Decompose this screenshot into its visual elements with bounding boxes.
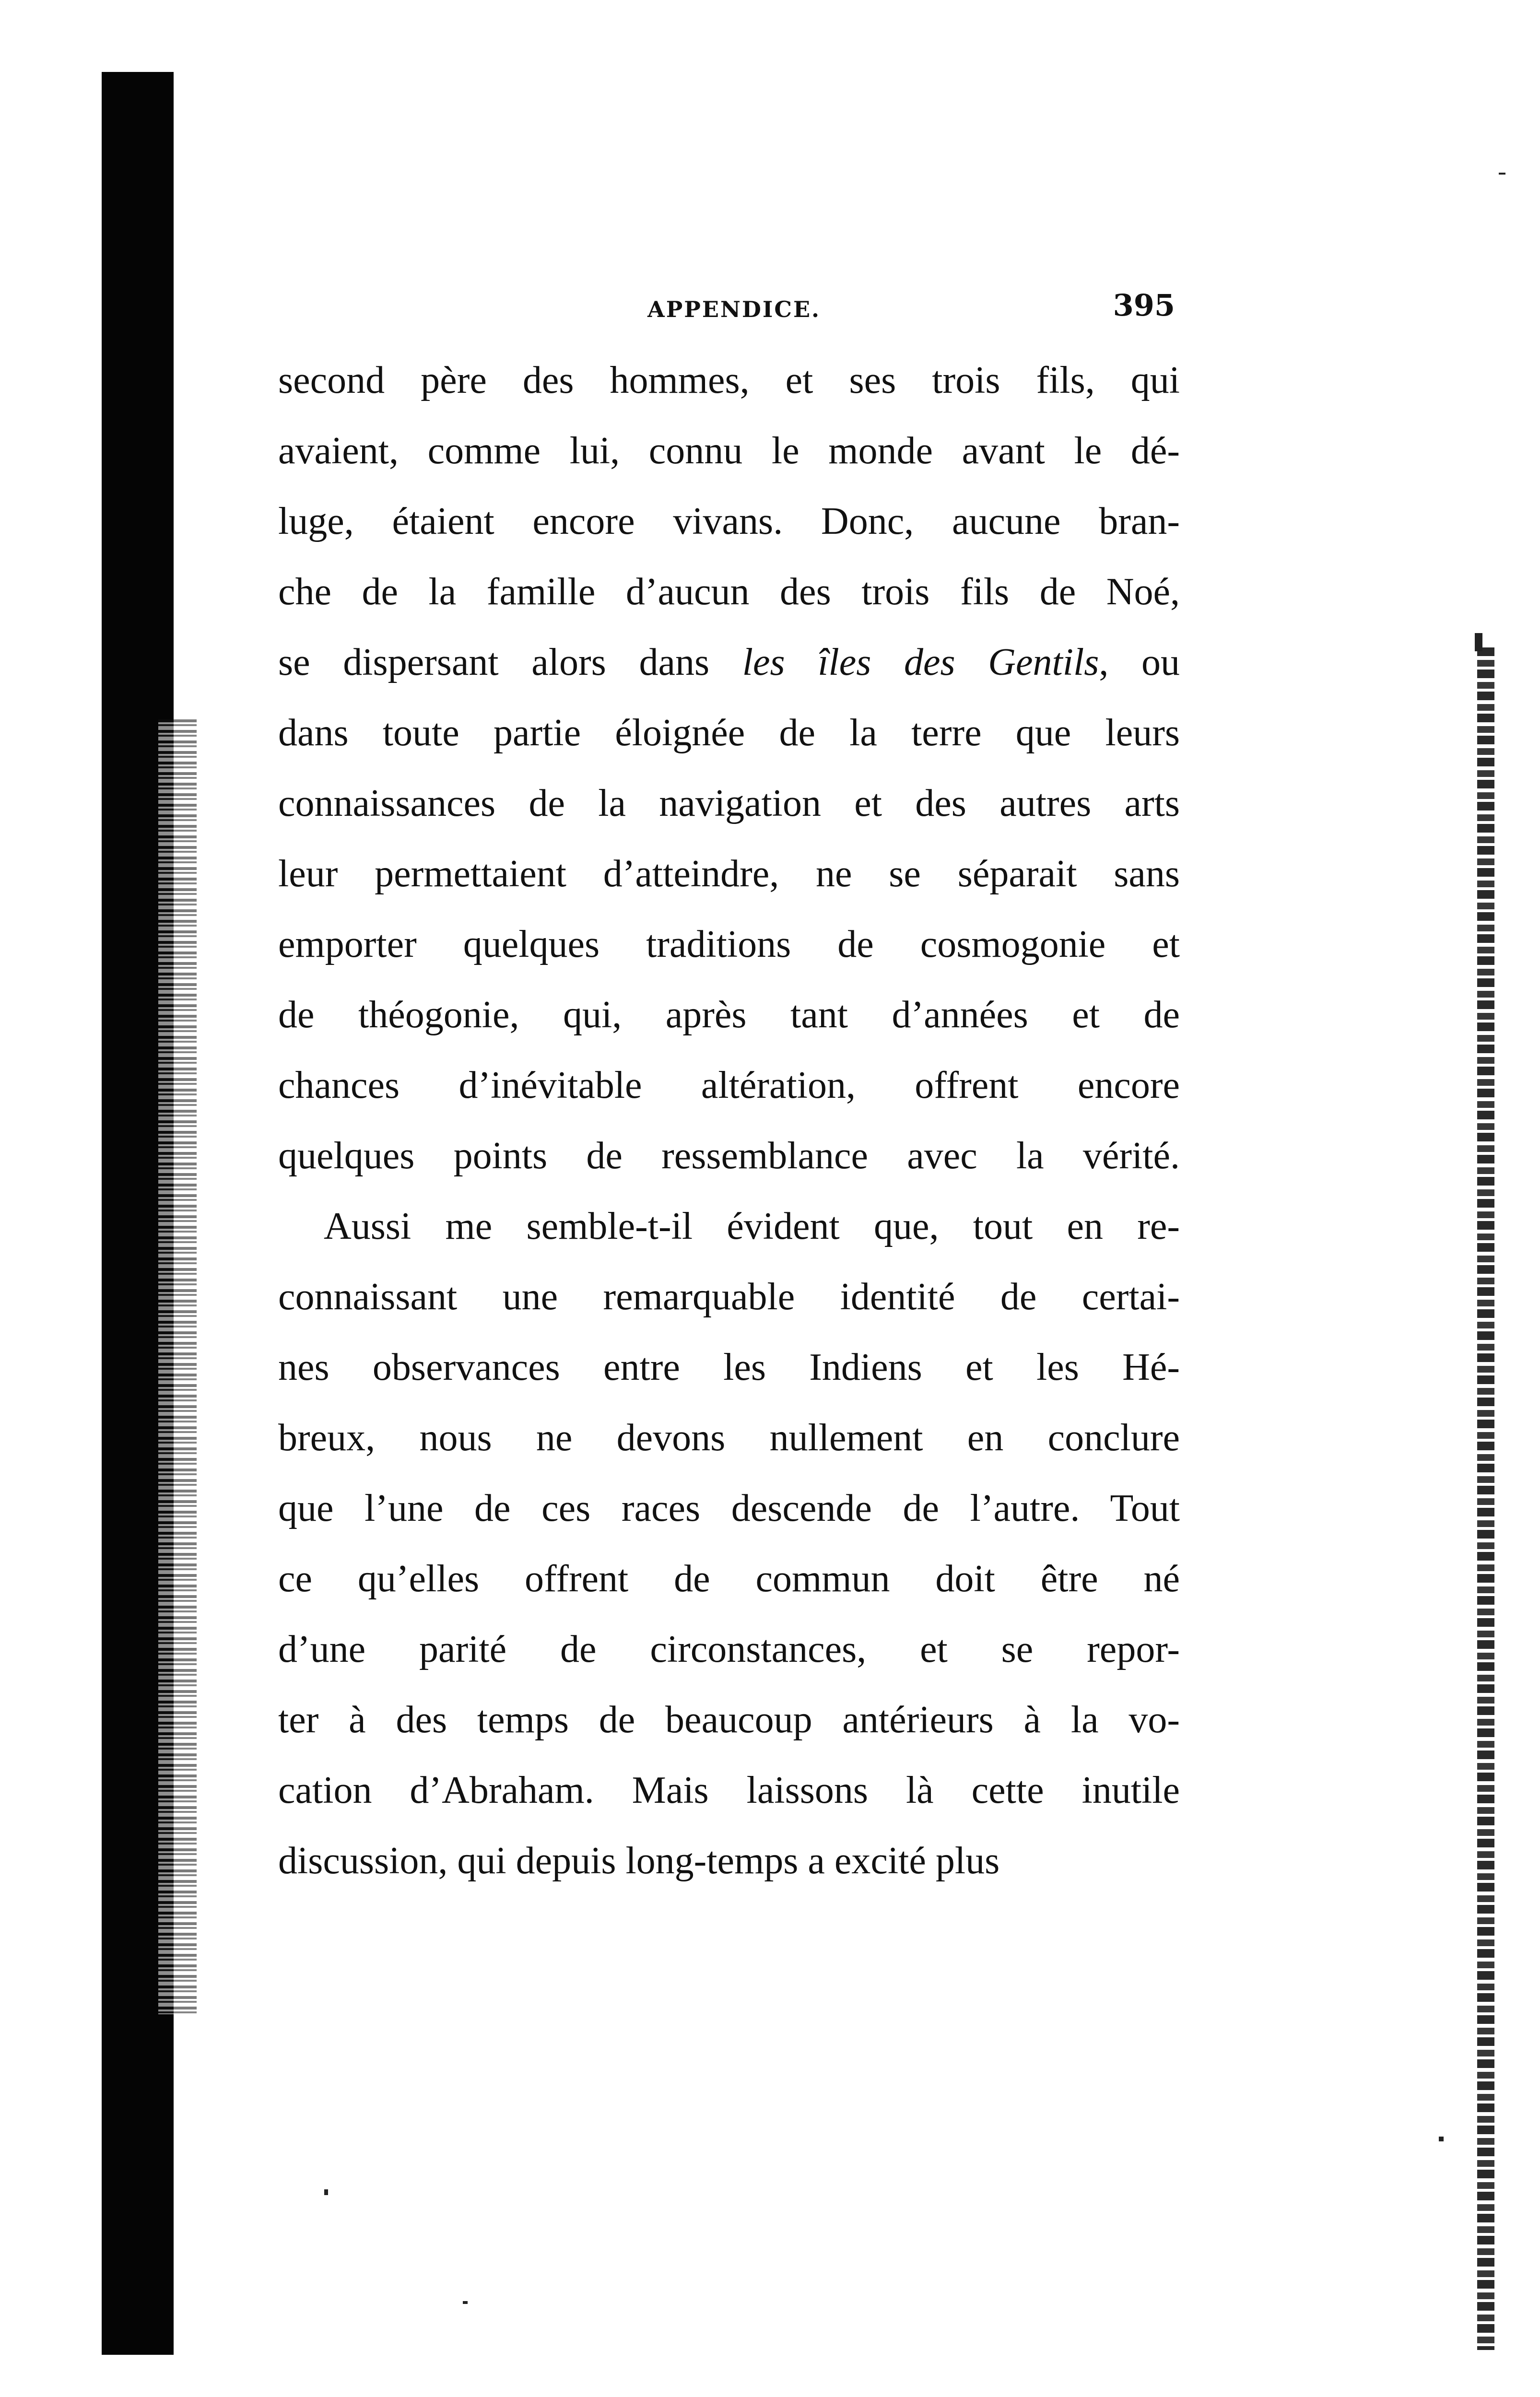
paragraph2-line-4: breux, nous ne devons nullement en conclure bbox=[278, 1417, 1180, 1459]
paragraph2-line-10: discussion, qui depuis long-temps a excité plus bbox=[278, 1840, 1000, 1882]
paragraph1-line-2: avaient, comme lui, connu le monde avant le dé- bbox=[278, 430, 1180, 472]
margin-speck bbox=[1439, 2137, 1444, 2141]
paragraph2-line-5: que l’une de ces races descende de l’autre. Tout bbox=[278, 1487, 1180, 1529]
margin-speck bbox=[463, 2301, 468, 2304]
paragraph1-line-5 bbox=[278, 627, 1180, 698]
paragraph1-line-12: quelques points de ressemblance avec la vérité. bbox=[278, 1135, 1180, 1177]
italic-phrase: les îles des Gentils bbox=[742, 641, 1099, 683]
paragraph1-line-1: second père des hommes, et ses trois fils, qui bbox=[278, 359, 1180, 401]
paragraph1-line-5-start: se dispersant alors dans bbox=[278, 641, 710, 683]
paragraph1-line-5-end: , ou bbox=[1099, 641, 1180, 683]
margin-speck bbox=[1475, 633, 1482, 651]
page-header bbox=[647, 288, 1175, 331]
paragraph1-line-4: che de la famille d’aucun des trois fils de Noé, bbox=[278, 571, 1180, 613]
paragraph1-line-6: dans toute partie éloignée de la terre que leurs bbox=[278, 712, 1180, 754]
paragraph1-line-9: emporter quelques traditions de cosmogonie et bbox=[278, 923, 1180, 965]
paragraph2-line-3: nes observances entre les Indiens et les Hé- bbox=[278, 1346, 1180, 1388]
margin-speck bbox=[1499, 173, 1505, 175]
body-text bbox=[278, 345, 1180, 1928]
paragraph2-line-7: d’une parité de circonstances, et se repor- bbox=[278, 1628, 1180, 1670]
margin-speck bbox=[324, 2189, 328, 2195]
paragraph1-line-11: chances d’inévitable altération, offrent encore bbox=[278, 1064, 1180, 1106]
paragraph2-line-6: ce qu’elles offrent de commun doit être né bbox=[278, 1558, 1180, 1600]
paragraph1-line-3: luge, étaient encore vivans. Donc, aucune bran- bbox=[278, 500, 1180, 542]
paragraph2-line-2: connaissant une remarquable identité de certai- bbox=[278, 1276, 1180, 1318]
paragraph1-line-7: connaissances de la navigation et des autres arts bbox=[278, 782, 1180, 824]
page-number: 395 bbox=[1113, 288, 1175, 323]
paragraph2-line-1: Aussi me semble-t-il évident que, tout en re- bbox=[324, 1205, 1180, 1247]
paragraph1-line-10: de théogonie, qui, après tant d’années et de bbox=[278, 994, 1180, 1036]
paragraph2-line-9: cation d’Abraham. Mais laissons là cette inutile bbox=[278, 1769, 1180, 1811]
right-page-edge bbox=[1477, 647, 1494, 2350]
left-binding-speckle bbox=[158, 719, 197, 2014]
paragraph1-line-8: leur permettaient d’atteindre, ne se séparait sans bbox=[278, 853, 1180, 895]
paragraph2-line-8: ter à des temps de beaucoup antérieurs à la vo- bbox=[278, 1699, 1180, 1741]
running-head: APPENDICE. bbox=[647, 296, 821, 322]
